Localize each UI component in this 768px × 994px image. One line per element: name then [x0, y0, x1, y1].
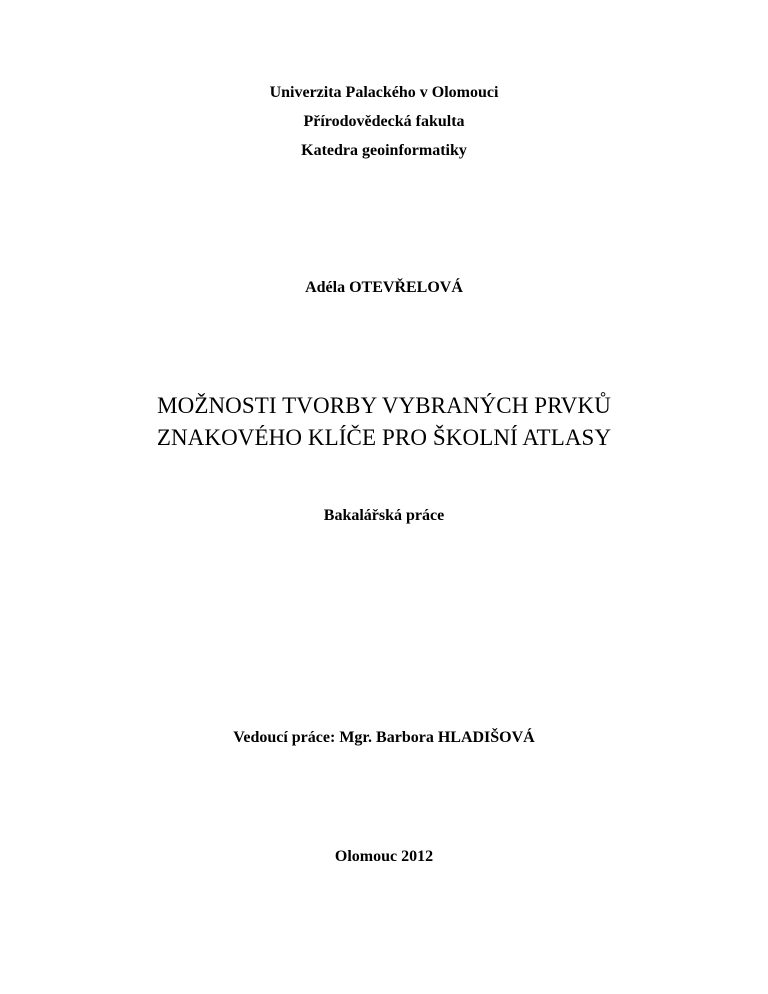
place-and-year: Olomouc 2012 [334, 848, 434, 865]
work-type: Bakalářská práce [323, 507, 445, 524]
faculty-name: Přírodovědecká fakulta [303, 113, 465, 130]
author-name: Adéla OTEVŘELOVÁ [305, 279, 463, 296]
university-name: Univerzita Palackého v Olomouci [269, 84, 499, 101]
thesis-title-line-2: ZNAKOVÉHO KLÍČE PRO ŠKOLNÍ ATLASY [156, 425, 612, 450]
thesis-title-line-1: MOŽNOSTI TVORBY VYBRANÝCH PRVKŮ [157, 393, 611, 418]
supervisor: Vedoucí práce: Mgr. Barbora HLADIŠOVÁ [233, 729, 535, 746]
department-name: Katedra geoinformatiky [301, 142, 467, 159]
